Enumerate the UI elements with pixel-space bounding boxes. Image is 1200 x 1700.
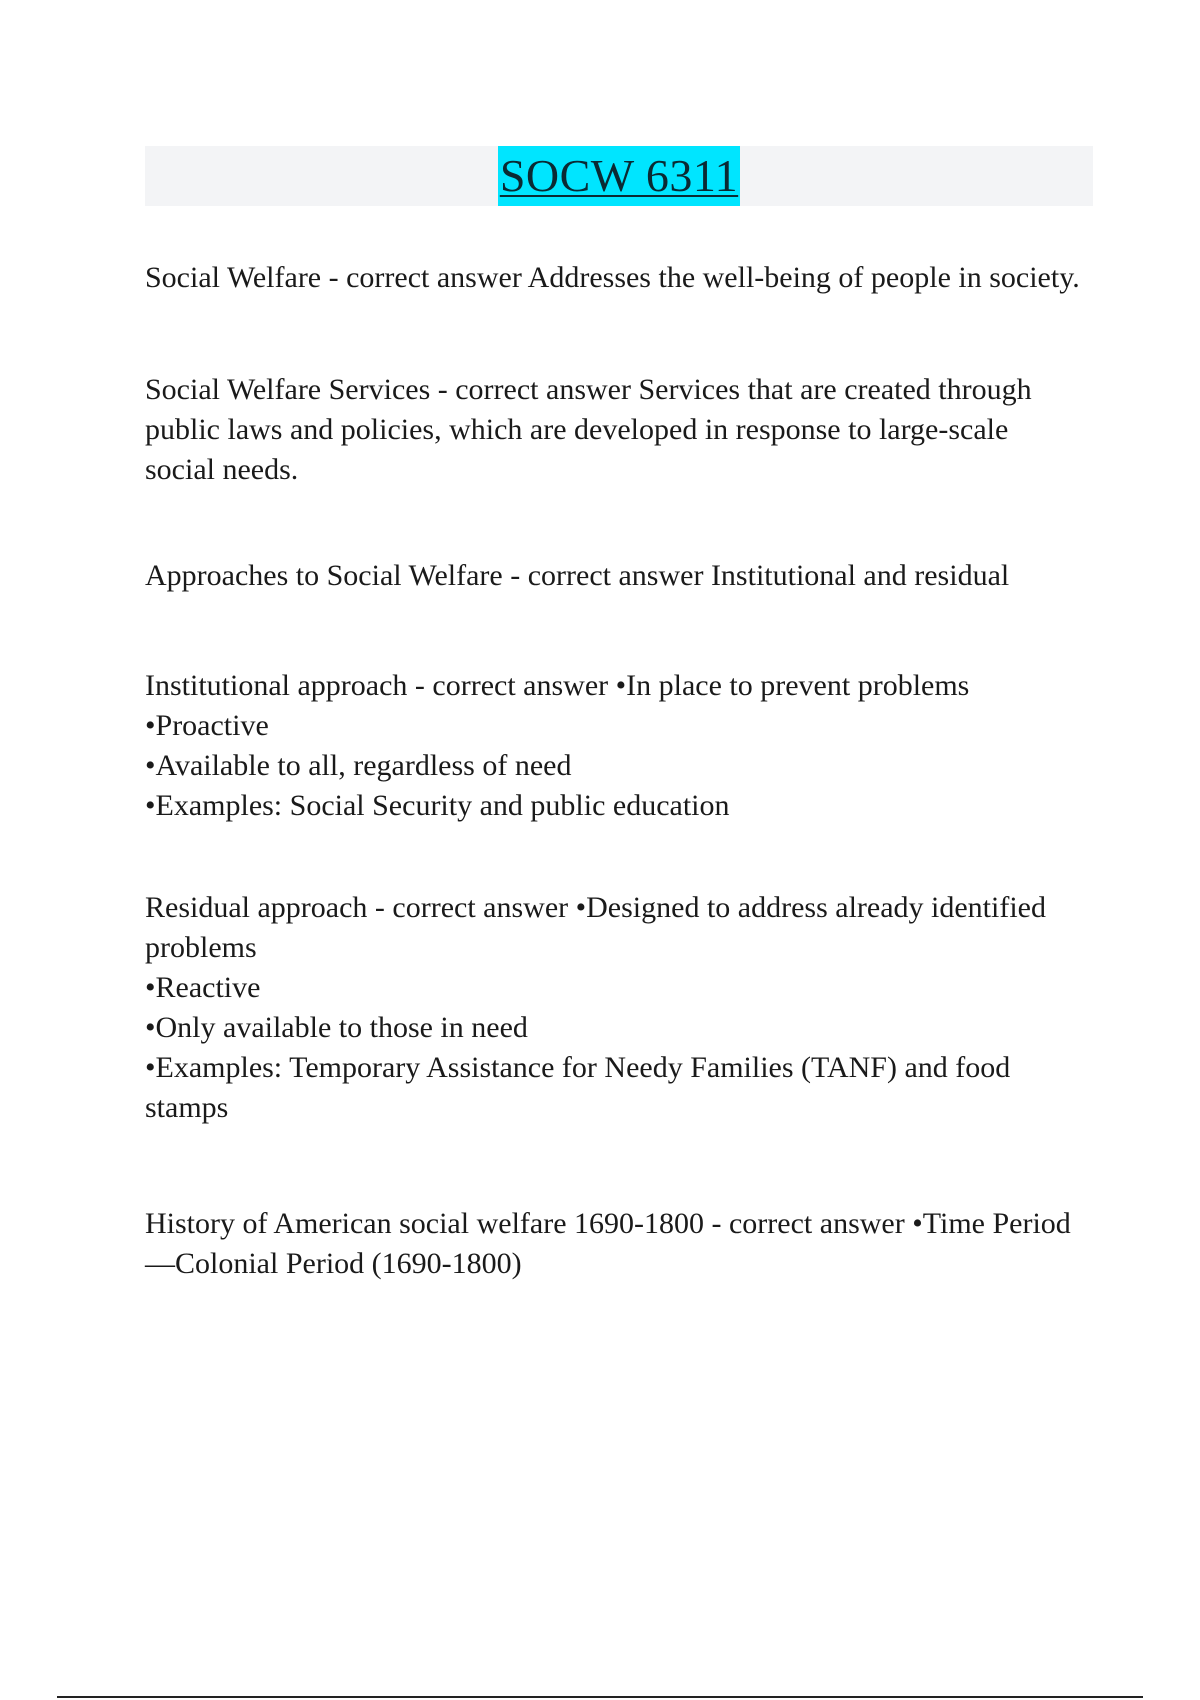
bullet-item: •Available to all, regardless of need [145,749,572,782]
title-band [145,146,1093,206]
document-title: SOCW 6311 [498,146,740,206]
entry-history-1690-1800 [145,1204,1085,1284]
entry-social-welfare-services [145,370,1085,490]
bullet-item: •Only available to those in need [145,1011,528,1044]
entry-text: Social Welfare - correct answer Addresses the well-being of people in society. [145,261,1080,294]
bullet-item: •Examples: Temporary Assistance for Needy Families (TANF) and food stamps [145,1051,1011,1124]
document-body [145,258,1085,1284]
entry-residual-approach [145,888,1085,1128]
bullet-item: •Examples: Social Security and public education [145,789,730,822]
entry-text: Approaches to Social Welfare - correct answer Institutional and residual [145,559,1010,592]
entry-social-welfare [145,258,1085,298]
entry-text: Social Welfare Services - correct answer Services that are created through public laws and policies, which are developed in response to large-scale social needs. [145,373,1032,486]
entry-institutional-approach [145,666,1085,826]
entry-text: Institutional approach - correct answer •In place to prevent problems [145,669,970,702]
entry-text: History of American social welfare 1690-1800 - correct answer •Time Period—Colonial Period (1690-1800) [145,1207,1071,1280]
entry-approaches [145,556,1085,596]
entry-text: Residual approach - correct answer •Designed to address already identified problems [145,891,1046,964]
bottom-rule [57,1696,1143,1698]
bullet-item: •Proactive [145,709,269,742]
bullet-item: •Reactive [145,971,261,1004]
